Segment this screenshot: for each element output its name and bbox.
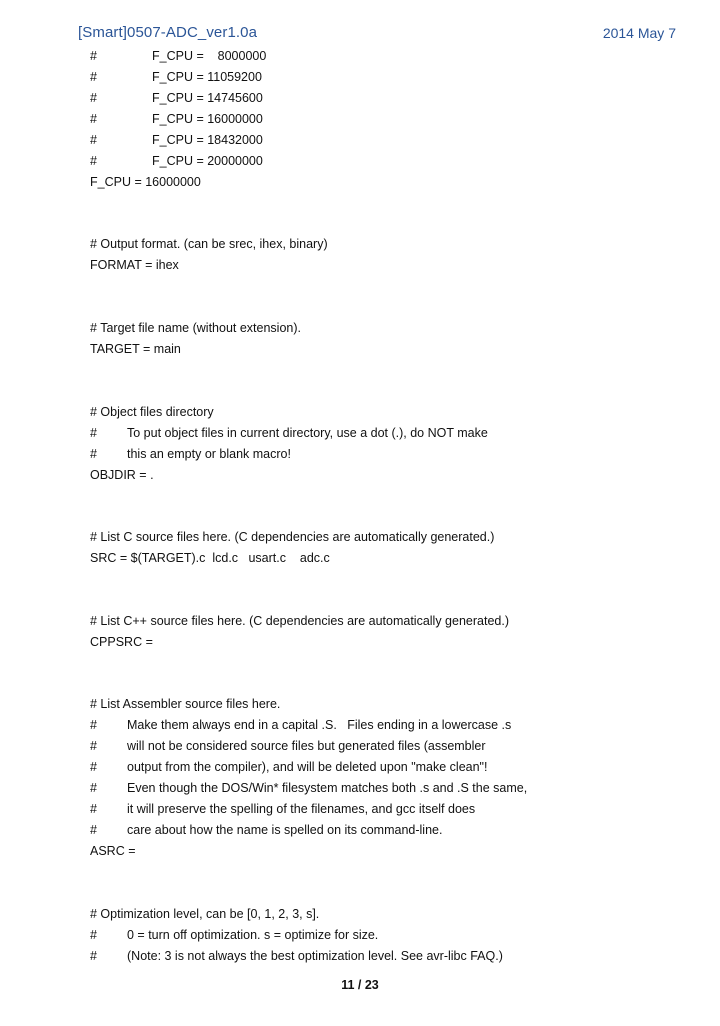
comment-marker: #	[90, 739, 97, 753]
code-line	[90, 130, 263, 150]
code-line	[90, 423, 488, 443]
code-line: # Optimization level, can be [0, 1, 2, 3, s].	[90, 907, 320, 921]
comment-marker: #	[90, 802, 97, 816]
code-line	[90, 820, 443, 840]
code-text: F_CPU = 11059200	[152, 70, 262, 84]
code-text: F_CPU = 8000000	[152, 49, 267, 63]
comment-marker: #	[90, 154, 97, 168]
code-line: FORMAT = ihex	[90, 258, 179, 272]
code-line: # Object files directory	[90, 405, 214, 419]
code-line: # List C++ source files here. (C dependencies are automatically generated.)	[90, 614, 509, 628]
code-line: OBJDIR = .	[90, 468, 154, 482]
code-line	[90, 109, 263, 129]
document-title: [Smart]0507-ADC_ver1.0a	[78, 24, 258, 41]
code-text: it will preserve the spelling of the filenames, and gcc itself does	[127, 802, 476, 816]
document-date: 2014 May 7	[602, 25, 676, 41]
comment-marker: #	[90, 426, 97, 440]
code-line: F_CPU = 16000000	[90, 175, 201, 189]
code-text: F_CPU = 18432000	[152, 133, 263, 147]
comment-marker: #	[90, 447, 97, 461]
page-number: 11 / 23	[341, 978, 379, 992]
comment-marker: #	[90, 760, 97, 774]
code-line	[90, 946, 503, 966]
comment-marker: #	[90, 823, 97, 837]
code-line	[90, 925, 379, 945]
code-text: 0 = turn off optimization. s = optimize for size.	[127, 928, 379, 942]
code-line	[90, 778, 528, 798]
code-text: Even though the DOS/Win* filesystem matches both .s and .S the same,	[127, 781, 528, 795]
code-line: # List Assembler source files here.	[90, 697, 281, 711]
code-line	[90, 88, 263, 108]
code-text: F_CPU = 20000000	[152, 154, 263, 168]
code-line: CPPSRC =	[90, 635, 153, 649]
comment-marker: #	[90, 949, 97, 963]
code-line	[90, 67, 262, 87]
code-line: TARGET = main	[90, 342, 181, 356]
code-text: F_CPU = 16000000	[152, 112, 263, 126]
code-text: output from the compiler), and will be deleted upon "make clean"!	[127, 760, 488, 774]
code-line	[90, 757, 488, 777]
code-line	[90, 715, 512, 735]
code-line	[90, 736, 486, 756]
code-line: # Target file name (without extension).	[90, 321, 301, 335]
comment-marker: #	[90, 718, 97, 732]
code-line	[90, 151, 263, 171]
comment-marker: #	[90, 133, 97, 147]
code-text: care about how the name is spelled on its command-line.	[127, 823, 443, 837]
code-line	[90, 46, 267, 66]
code-line: ASRC =	[90, 844, 136, 858]
code-text: (Note: 3 is not always the best optimization level. See avr-libc FAQ.)	[127, 949, 503, 963]
code-text: this an empty or blank macro!	[127, 447, 291, 461]
code-line	[90, 799, 476, 819]
comment-marker: #	[90, 70, 97, 84]
code-text: F_CPU = 14745600	[152, 91, 263, 105]
code-line: # Output format. (can be srec, ihex, binary)	[90, 237, 328, 251]
comment-marker: #	[90, 928, 97, 942]
comment-marker: #	[90, 781, 97, 795]
code-text: Make them always end in a capital .S. Files ending in a lowercase .s	[127, 718, 512, 732]
code-text: To put object files in current directory, use a dot (.), do NOT make	[127, 426, 488, 440]
code-line: SRC = $(TARGET).c lcd.c usart.c adc.c	[90, 551, 330, 565]
comment-marker: #	[90, 49, 97, 63]
comment-marker: #	[90, 112, 97, 126]
code-line	[90, 444, 291, 464]
comment-marker: #	[90, 91, 97, 105]
code-line: # List C source files here. (C dependencies are automatically generated.)	[90, 530, 495, 544]
code-text: will not be considered source files but generated files (assembler	[127, 739, 486, 753]
